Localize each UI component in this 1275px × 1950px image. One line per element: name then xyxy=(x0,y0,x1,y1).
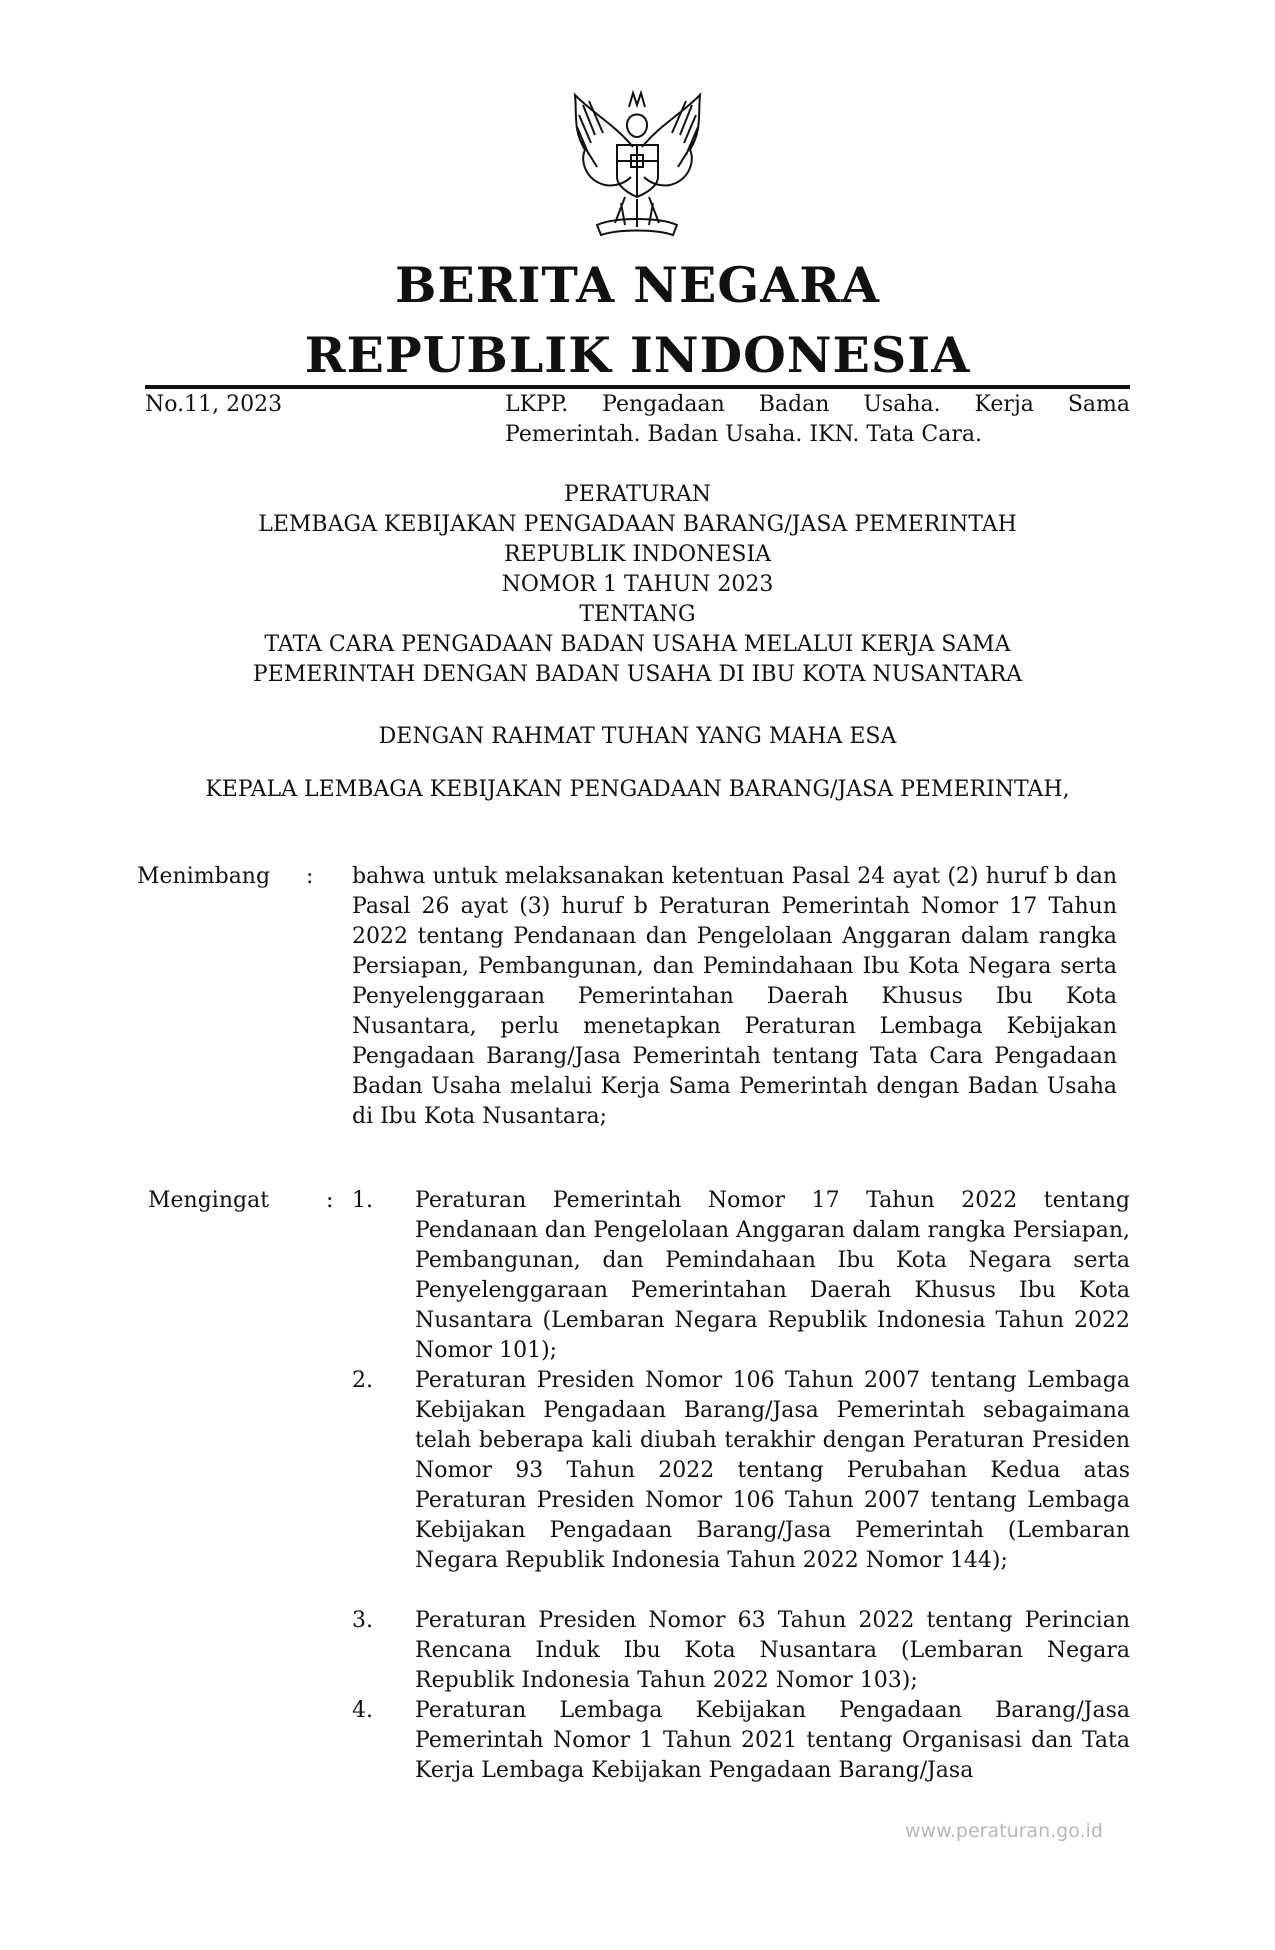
list-item-number: 1. xyxy=(352,1188,373,1213)
title-line: PERATURAN xyxy=(563,482,712,507)
gazette-subject xyxy=(505,390,1130,450)
list-item-text: Peraturan Presiden Nomor 63 Tahun 2022 tentang Perincian Rencana Induk Ibu Kota Nusantara (Lembaran Negara Republik Indonesia Tahun 2022 Nomor 103); xyxy=(415,1608,1130,1693)
website-watermark: www.peraturan.go.id xyxy=(905,1820,1103,1842)
list-item-text: Peraturan Presiden Nomor 106 Tahun 2007 tentang Lembaga Kebijakan Pengadaan Barang/Jasa Pemerintah sebagaimana telah beberapa kali diubah terakhir dengan Peraturan Presiden Nomor 93 Tahun 2022 tentang Perubahan Kedua atas Peraturan Presiden Nomor 106 Tahun 2007 tentang Lembaga Kebijakan Pengadaan Barang/Jasa Pemerintah (Lembaran Negara Republik Indonesia Tahun 2022 Nomor 144); xyxy=(415,1368,1130,1573)
list-item-number: 4. xyxy=(352,1698,373,1723)
title-line: REPUBLIK INDONESIA xyxy=(503,542,772,567)
blessing-line: DENGAN RAHMAT TUHAN YANG MAHA ESA xyxy=(378,724,897,749)
header-divider xyxy=(145,385,1130,389)
title-line: TATA CARA PENGADAAN BADAN USAHA MELALUI KERJA SAMA xyxy=(264,632,1011,657)
menimbang-text: bahwa untuk melaksanakan ketentuan Pasal 24 ayat (2) huruf b dan Pasal 26 ayat (3) huruf b Peraturan Pemerintah Nomor 17 Tahun 2022 tentang Pendanaan dan Pengelolaan Anggaran dalam rangka Persiapan, Pembangunan, dan Pemindahaan Ibu Kota Negara serta Penyelenggaraan Pemerintahan Daerah Khusus Ibu Kota Nusantara, perlu menetapkan Peraturan Lembaga Kebijakan Pengadaan Barang/Jasa Pemerintah tentang Tata Cara Pengadaan Badan Usaha melalui Kerja Sama Pemerintah dengan Badan Usaha di Ibu Kota Nusantara; xyxy=(352,864,1117,1129)
regulation-title xyxy=(145,480,1130,690)
mengingat-colon: : xyxy=(326,1188,334,1213)
masthead-line-1: BERITA NEGARA xyxy=(394,256,880,314)
gazette-subject-line-2: Pemerintah. Badan Usaha. IKN. Tata Cara. xyxy=(505,422,982,447)
list-item-number: 2. xyxy=(352,1368,373,1393)
gazette-subject-line-1: LKPP. Pengadaan Badan Usaha. Kerja Sama xyxy=(505,392,1130,417)
menimbang-label: Menimbang xyxy=(137,864,271,889)
title-line: PEMERINTAH DENGAN BADAN USAHA DI IBU KOTA NUSANTARA xyxy=(252,662,1023,687)
list-item-number: 3. xyxy=(352,1608,373,1633)
masthead-line-2: REPUBLIK INDONESIA xyxy=(304,326,971,384)
menimbang-colon: : xyxy=(306,864,314,889)
list-item-text: Peraturan Lembaga Kebijakan Pengadaan Barang/Jasa Pemerintah Nomor 1 Tahun 2021 tentang Organisasi dan Tata Kerja Lembaga Kebijakan Pengadaan Barang/Jasa xyxy=(415,1698,1130,1783)
issuer-line: KEPALA LEMBAGA KEBIJAKAN PENGADAAN BARANG/JASA PEMERINTAH, xyxy=(205,777,1070,802)
title-line: LEMBAGA KEBIJAKAN PENGADAAN BARANG/JASA PEMERINTAH xyxy=(258,512,1017,537)
garuda-emblem-icon xyxy=(555,85,720,245)
list-item-text: Peraturan Pemerintah Nomor 17 Tahun 2022 tentang Pendanaan dan Pengelolaan Anggaran dalam rangka Persiapan, Pembangunan, dan Pemindahaan Ibu Kota Negara serta Penyelenggaraan Pemerintahan Daerah Khusus Ibu Kota Nusantara (Lembaran Negara Republik Indonesia Tahun 2022 Nomor 101); xyxy=(415,1188,1130,1363)
mengingat-label: Mengingat xyxy=(148,1188,270,1213)
title-line: TENTANG xyxy=(579,602,696,627)
gazette-number: No.11, 2023 xyxy=(145,392,283,417)
title-line: NOMOR 1 TAHUN 2023 xyxy=(501,572,774,597)
